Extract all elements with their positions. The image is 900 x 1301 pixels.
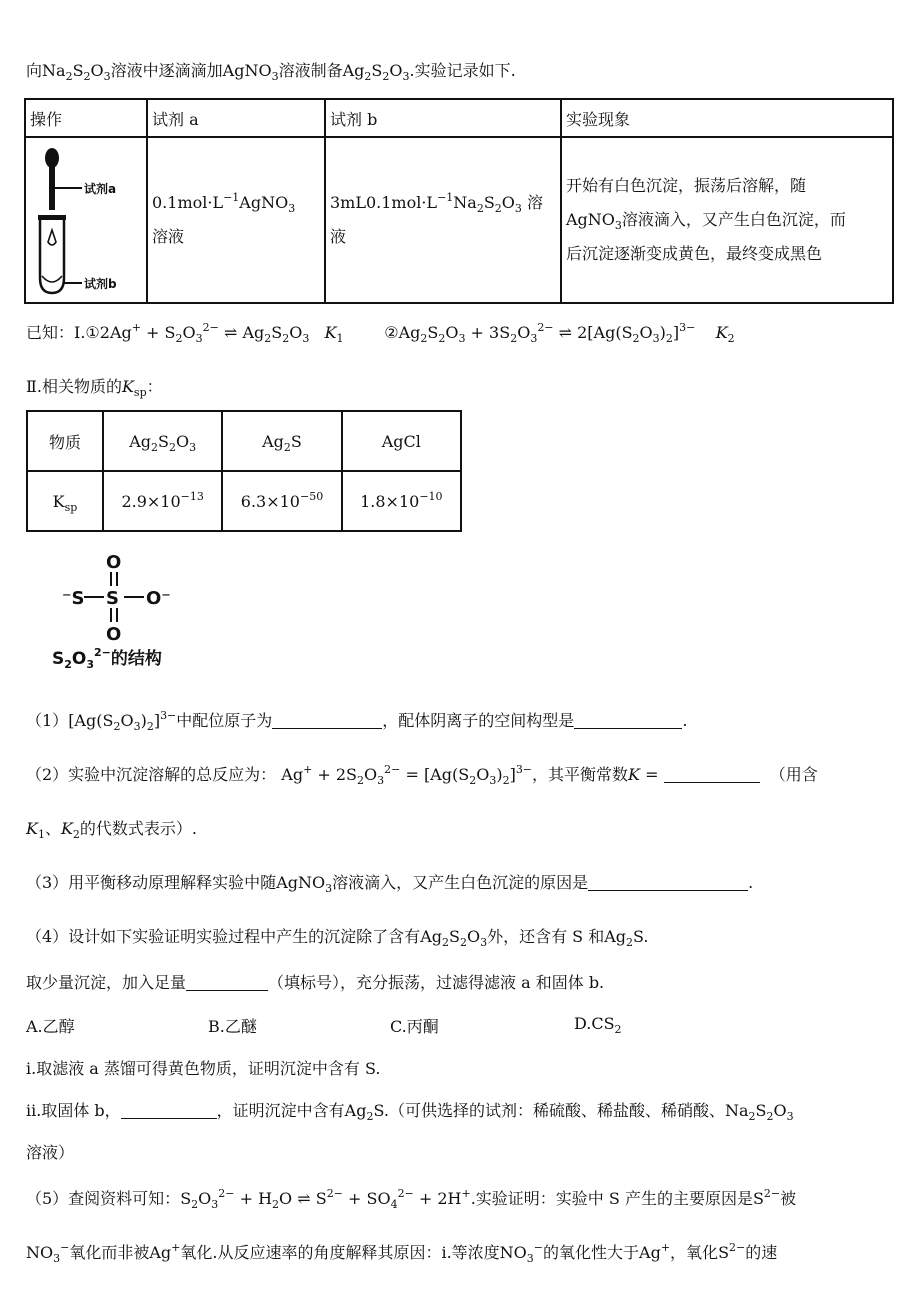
header-phenomenon: 实验现象: [561, 99, 893, 137]
q4-blank[interactable]: [186, 974, 268, 991]
ksp-value-agcl: $1.8\times 10^{-10}$: [342, 471, 461, 531]
question-4-step: 取少量沉淀，加入足量 （填标号），充分振荡，过滤得滤液 a 和固体 b.: [26, 973, 605, 992]
svg-text:O: O: [106, 624, 122, 645]
choice-c[interactable]: C.丙酮: [390, 1017, 439, 1036]
q1-blank-1[interactable]: [272, 712, 382, 729]
ksp-value-ag2s2o3: $2.9\times 10^{-13}$: [103, 471, 222, 531]
question-5: （5）查阅资料可知：$S_2O_3^{2-} + H_2O$ ⇌ $S^{2-} + SO_4^{2-} + 2H^+$.实验证明：实验中 S 产生的主要原因是$S^{2-}$被: [26, 1187, 797, 1211]
q3-blank[interactable]: [588, 874, 748, 891]
species-ag2s2o3: $Ag_2S_2O_3$: [103, 411, 222, 471]
known-equilibria: 已知：Ⅰ.①2Ag+ + $S_2O_3^{2-}$ ⇌ $Ag_2S_2O_3$ $K_1$ $②Ag_2S_2O_3 + 3S_2O_3^{2-}$ ⇌ $2[Ag(S_2O_3)_2]^{3-}$ $K_2$: [26, 321, 735, 345]
q2-blank[interactable]: [664, 766, 760, 783]
intro-line: 向$Na_2S_2O_3$溶液中逐滴滴加AgNO$_3$溶液制备$Ag_2S_2O_3$.实验记录如下.: [26, 61, 516, 83]
question-2-cont: $K_1$、$K_2$的代数式表示）.: [26, 819, 198, 841]
label-reagent-b: 试剂b: [84, 277, 117, 291]
ksp-header-label: 物质: [27, 411, 103, 471]
reagent-a-cell: $0.1mol\cdot L^{-1}AgNO_3$ 溶液: [147, 137, 325, 303]
svg-text:S2O32−的结构: $S_2O_3^{2-}$的结构: [52, 646, 162, 671]
svg-text:S: S: [106, 588, 119, 609]
phenomenon-cell: 开始有白色沉淀，振荡后溶解，随 AgNO$_3$溶液滴入，又产生白色沉淀，而 后沉淀逐渐变成黄色，最终变成黑色: [561, 137, 893, 303]
question-4-ii: ii.取固体 b， ，证明沉淀中含有$Ag_2S$.（可供选择的试剂：稀硫酸、稀盐酸、稀硝酸、$Na_2S_2O_3$: [26, 1101, 794, 1123]
ksp-table: [26, 410, 462, 532]
ksp-row-label: $K_{sp}$: [27, 471, 103, 531]
apparatus-cell: [25, 137, 147, 303]
header-reagent-a: 试剂 a: [147, 99, 325, 137]
thiosulfate-structure-diagram: [44, 546, 224, 672]
question-4-i: i.取滤液 a 蒸馏可得黄色物质，证明沉淀中含有 S.: [26, 1059, 381, 1078]
dropper-test-tube-diagram: [30, 138, 142, 298]
experiment-table: [24, 98, 894, 304]
choice-a[interactable]: A.乙醇: [26, 1017, 75, 1036]
label-reagent-a: 试剂a: [84, 182, 117, 196]
question-3: （3）用平衡移动原理解释实验中随AgNO$_3$溶液滴入，又产生白色沉淀的原因是 .: [26, 873, 754, 895]
header-operation: 操作: [25, 99, 147, 137]
question-4-ii-cont: 溶液）: [26, 1143, 75, 1162]
structure-caption: 的结构: [110, 649, 162, 669]
choice-d[interactable]: $D.CS_2$: [574, 1014, 622, 1036]
q4-ii-blank[interactable]: [121, 1102, 217, 1119]
species-agcl: AgCl: [342, 411, 461, 471]
question-2: （2）实验中沉淀溶解的总反应为： $Ag^+ + 2S_2O_3^{2-} = [Ag(S_2O_3)_2]^{3-}$，其平衡常数K = （用含: [26, 763, 818, 787]
choice-b[interactable]: B.乙醚: [208, 1017, 257, 1036]
ksp-intro: Ⅱ.相关物质的$K_{sp}$：: [26, 377, 163, 399]
svg-text:O: O: [106, 552, 122, 573]
question-5-cont: $NO_3^-$氧化而非被Ag+氧化.从反应速率的角度解释其原因：i.等浓度$NO_3^-$的氧化性大于Ag+，氧化$S^{2-}$的速: [26, 1241, 778, 1265]
svg-text:O⁻: O⁻: [146, 588, 171, 609]
svg-text:⁻S: ⁻S: [62, 588, 85, 609]
header-reagent-b: 试剂 b: [325, 99, 561, 137]
ksp-value-ag2s: $6.3\times 10^{-50}$: [222, 471, 341, 531]
question-1: $(1)[Ag(S_2O_3)_2]^{3-}$中配位原子为 ，配体阴离子的空间构型是 .: [26, 709, 688, 733]
species-ag2s: $Ag_2S$: [222, 411, 341, 471]
reagent-b-cell: $3mL0.1mol\cdot L^{-1}Na_2S_2O_3$ 溶 液: [325, 137, 561, 303]
q1-blank-2[interactable]: [574, 712, 682, 729]
question-4: （4）设计如下实验证明实验过程中产生的沉淀除了含有$Ag_2S_2O_3$外，还含有 S 和$Ag_2S$.: [26, 927, 649, 949]
